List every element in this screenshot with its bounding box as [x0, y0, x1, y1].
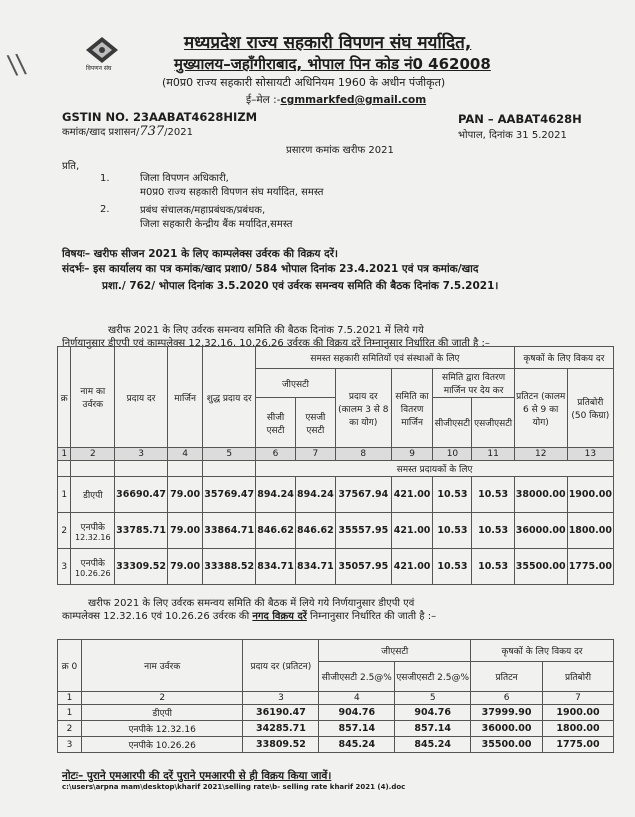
- to-label: प्रति,: [62, 161, 80, 172]
- cell-rate: 36690.47: [115, 477, 168, 513]
- th2-sgst: एसजीएसटी 2.5@%: [395, 662, 471, 692]
- ref-number-handwritten: 737: [139, 124, 165, 139]
- col-num: 5: [395, 692, 471, 705]
- cell-c1: 10.53: [433, 477, 472, 513]
- registration-line: (म0प्र0 राज्य सहकारी सोसायटी अधिनियम 1960 के अधीन पंजीकृत): [162, 76, 446, 89]
- cell-supply: 37567.94: [335, 477, 391, 513]
- cell-name: डीएपी: [81, 705, 243, 721]
- table-row: [58, 737, 614, 753]
- cell-rate: 36190.47: [243, 705, 319, 721]
- cell-bag: 1900.00: [543, 705, 614, 721]
- col-num: 2: [71, 448, 115, 461]
- cell-sno: 3: [58, 737, 82, 753]
- th2-farmers: कृषकों के लिए विकय दर: [471, 640, 614, 662]
- cell-name: डीएपी: [71, 477, 115, 513]
- th-supply: प्रदाय दर (कालम 3 से 8 का योग): [335, 369, 391, 448]
- th-margin: मार्जिन: [168, 347, 203, 448]
- th-sno: क्र: [58, 347, 71, 448]
- cell-committee: 421.00: [391, 477, 433, 513]
- cell-cgst: 846.62: [256, 513, 296, 549]
- cell-name: [71, 549, 115, 585]
- paragraph-2a: खरीफ 2021 के लिए उर्वरक समन्वय समिति की बैठक में लिये गये निर्णयानुसार डीएपी एवं: [88, 598, 415, 609]
- recipient-1-line2: म0प्र0 राज्य सहकारी विपणन संघ मर्यादित, समस्त: [140, 187, 324, 198]
- cell-sgst: 834.71: [295, 549, 335, 585]
- cell-ton: 35500.00: [471, 737, 543, 753]
- table-row: [58, 513, 614, 549]
- cell-bag: 1775.00: [543, 737, 614, 753]
- col-num: 4: [319, 692, 395, 705]
- ref-prefix: कमांक/खाद प्रशासन/: [62, 127, 140, 138]
- cell-bag: 1800.00: [543, 721, 614, 737]
- col-num: 1: [58, 448, 71, 461]
- org-name: मध्यप्रदेश राज्य सहकारी विपणन संघ मर्यादित,: [184, 33, 472, 53]
- reference-number: [62, 124, 193, 139]
- th-cgst: सीजी एसटी: [256, 398, 296, 448]
- cell-ton: 36000.00: [471, 721, 543, 737]
- col-num: 2: [81, 692, 243, 705]
- cell-name: एनपीके 10.26.26: [81, 737, 243, 753]
- col-num: 4: [168, 448, 203, 461]
- recipient-2-number: 2.: [100, 204, 110, 215]
- gstin: GSTIN NO. 23AABAT4628HIZM: [62, 110, 258, 124]
- cell-committee: 421.00: [391, 513, 433, 549]
- reference-line-1: संदर्भः– इस कार्यालय का पत्र कमांक/खाद प्रशा0/ 584 भोपाल दिनांक 23.4.2021 एवं पत्र कमांक/खाद: [62, 263, 479, 275]
- cell-sno: 2: [58, 721, 82, 737]
- th2-gst: जीएसटी: [319, 640, 471, 662]
- recipient-1-line1: जिला विपणन अधिकारी,: [140, 173, 229, 184]
- th-farmers: कृषकों के लिए विकय दर: [514, 347, 613, 369]
- cell-c2: 10.53: [472, 513, 514, 549]
- cell-net: 33864.71: [203, 513, 256, 549]
- markfed-logo-icon: [84, 36, 120, 64]
- cell-rate: 33785.71: [115, 513, 168, 549]
- th-sgst: एसजी एसटी: [295, 398, 335, 448]
- recipient-2-line1: प्रबंध संचालक/महाप्रबंधक/प्रबंधक,: [140, 205, 266, 216]
- cell-net: 33388.52: [203, 549, 256, 585]
- cell-net: 35769.47: [203, 477, 256, 513]
- th-farm-rate: प्रतिटन (कालम 6 से 9 का योग): [514, 369, 567, 448]
- email-label: ई–मेल :-: [246, 94, 281, 106]
- cell-margin: 79.00: [168, 477, 203, 513]
- cell-sgst: 846.62: [295, 513, 335, 549]
- cell-bag: 1900.00: [567, 477, 613, 513]
- cell-margin: 79.00: [168, 549, 203, 585]
- cell-cgst: 857.14: [319, 721, 395, 737]
- cell-sgst: 904.76: [395, 705, 471, 721]
- paragraph-2b-end: निम्नानुसार निर्धारित की जाती है :–: [306, 611, 437, 622]
- table-row: [58, 477, 614, 513]
- column-number-row: [58, 692, 614, 705]
- table-row: [58, 721, 614, 737]
- th-net: शुद्ध प्रदाय दर: [203, 347, 256, 448]
- cell-name-line2: 12.32.16: [74, 532, 111, 542]
- cell-cgst: 904.76: [319, 705, 395, 721]
- cell-name: एनपीके 12.32.16: [81, 721, 243, 737]
- cell-ton: 37999.90: [471, 705, 543, 721]
- paragraph-2b-start: काम्पलेक्स 12.32.16 एवं 10.26.26 उर्वरक की: [62, 611, 253, 622]
- email-line: [246, 93, 426, 107]
- cell-c2: 10.53: [472, 477, 514, 513]
- pan: PAN – AABAT4628H: [458, 112, 582, 126]
- cell-supply: 35057.95: [335, 549, 391, 585]
- recipient-2-line2: जिला सहकारी केन्द्रीय बैंक मर्यादित,समस्त: [140, 219, 293, 230]
- th2-ton: प्रतिटन: [471, 662, 543, 692]
- col-num: 3: [115, 448, 168, 461]
- col-num: 9: [391, 448, 433, 461]
- th-cgst2: सीजीएसटी: [433, 398, 472, 448]
- cell-sno: 2: [58, 513, 71, 549]
- col-num: 7: [295, 448, 335, 461]
- cell-sno: 1: [58, 705, 82, 721]
- col-num: 5: [203, 448, 256, 461]
- handwritten-mark: \\: [5, 48, 28, 82]
- cell-rate: 33309.52: [115, 549, 168, 585]
- cell-sgst: 894.24: [295, 477, 335, 513]
- th-rate: प्रदाय दर: [115, 347, 168, 448]
- col-num: 6: [256, 448, 296, 461]
- th2-name: नाम उर्वरक: [81, 640, 243, 692]
- cell-supply: 35557.95: [335, 513, 391, 549]
- cell-cgst: 834.71: [256, 549, 296, 585]
- cell-bag: 1800.00: [567, 513, 613, 549]
- section-label: समस्त प्रदायकों के लिए: [256, 461, 614, 477]
- col-num: 11: [472, 448, 514, 461]
- col-num: 13: [567, 448, 613, 461]
- th-sgst2: एसजीएसटी: [472, 398, 514, 448]
- col-num: 6: [471, 692, 543, 705]
- rates-table-cash: [57, 639, 614, 753]
- cell-committee: 421.00: [391, 549, 433, 585]
- col-num: 1: [58, 692, 82, 705]
- col-num: 8: [335, 448, 391, 461]
- cell-sno: 3: [58, 549, 71, 585]
- th-committee: समिति का वितरण मार्जिन: [391, 369, 433, 448]
- ref-year: /2021: [164, 127, 193, 138]
- th-bank-margin: समिति द्वारा वितरण मार्जिन पर देय कर: [433, 369, 514, 398]
- column-number-row: [58, 448, 614, 461]
- table-row: [58, 549, 614, 585]
- cell-sgst: 845.24: [395, 737, 471, 753]
- col-num: 10: [433, 448, 472, 461]
- cell-bag: 1775.00: [567, 549, 613, 585]
- cell-name-line2: 10.26.26: [74, 568, 111, 578]
- cell-ton: 38000.00: [514, 477, 567, 513]
- cell-sgst: 857.14: [395, 721, 471, 737]
- cell-c1: 10.53: [433, 513, 472, 549]
- th-farm-bag: प्रतिबोरी (50 किग्रा): [567, 369, 613, 448]
- paragraph-2b: [62, 608, 436, 622]
- email-link[interactable]: cgmmarkfed@gmail.com: [280, 94, 427, 106]
- cell-ton: 35500.00: [514, 549, 567, 585]
- th2-bag: प्रतिबोरी: [543, 662, 614, 692]
- cell-c2: 10.53: [472, 549, 514, 585]
- th-gst: जीएसटी: [256, 369, 336, 398]
- cell-margin: 79.00: [168, 513, 203, 549]
- place-date: भोपाल, दिनांक 31 5.2021: [458, 130, 567, 141]
- cell-name: [71, 513, 115, 549]
- paragraph-1b: निर्णयानुसार डीएपी एवं काम्पलेक्स 12.32.16, 10.26.26 उर्वरक की विक्रय दरें निम्नानुसार निर्धारित की जाती है :–: [62, 338, 490, 349]
- reference-line-2: प्रशा./ 762/ भोपाल दिनांक 3.5.2020 एवं उर्वरक समन्वय समिति की बैठक दिनांक 7.5.2021।: [102, 280, 499, 292]
- table-row: [58, 705, 614, 721]
- col-num: 12: [514, 448, 567, 461]
- rates-table-societies: [57, 346, 614, 585]
- cell-cgst: 845.24: [319, 737, 395, 753]
- paragraph-2b-emphasis: नगद विक्रय दरें: [252, 611, 307, 622]
- cell-name-line1: एनपीके: [80, 522, 105, 533]
- cell-sno: 1: [58, 477, 71, 513]
- cell-cgst: 894.24: [256, 477, 296, 513]
- subject: विषयः– खरीफ सीजन 2021 के लिए काम्पलेक्स उर्वरक की विक्रय दरें।: [62, 248, 338, 260]
- col-num: 3: [243, 692, 319, 705]
- cell-rate: 33809.52: [243, 737, 319, 753]
- dispatch-title: प्रसारण कमांक खरीफ 2021: [286, 145, 394, 156]
- file-path: c:\users\arpna mam\desktop\kharif 2021\selling rate\b- selling rate kharif 2021 (4).doc: [62, 783, 406, 791]
- cell-name-line1: एनपीके: [80, 558, 105, 569]
- org-address: मुख्यालय–जहाँगीराबाद, भोपाल पिन कोड नं0 462008: [174, 55, 491, 73]
- cell-c1: 10.53: [433, 549, 472, 585]
- th-societies: समस्त सहकारी समितियों एवं संस्थाओं के लिए: [256, 347, 515, 369]
- th2-sno: क्र 0: [58, 640, 82, 692]
- th2-cgst: सीजीएसटी 2.5@%: [319, 662, 395, 692]
- th2-rate: प्रदाय दर (प्रतिटन): [243, 640, 319, 692]
- th-name: नाम का उर्वरक: [71, 347, 115, 448]
- cell-rate: 34285.71: [243, 721, 319, 737]
- col-num: 7: [543, 692, 614, 705]
- paragraph-1a: खरीफ 2021 के लिए उर्वरक समन्वय समिति की बैठक दिनांक 7.5.2021 में लिये गये: [108, 325, 424, 336]
- note: नोटः– पुराने एमआरपी की दरें पुराने एमआरपी से ही विक्रय किया जावें।: [62, 770, 332, 782]
- logo-caption: विपणन संघ: [86, 65, 112, 72]
- recipient-1-number: 1.: [100, 173, 110, 184]
- cell-ton: 36000.00: [514, 513, 567, 549]
